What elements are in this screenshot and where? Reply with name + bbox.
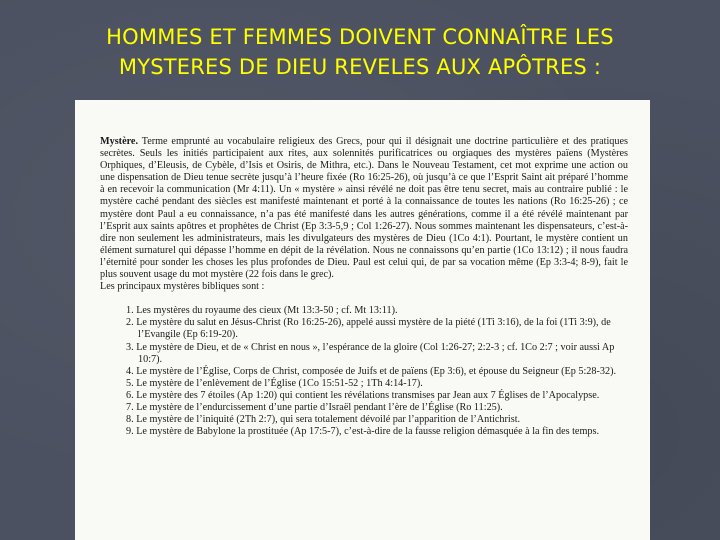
definition-paragraph — [100, 136, 628, 281]
slide-title-line-1: HOMMES ET FEMMES DOIVENT CONNAÎTRE LES — [106, 25, 614, 49]
document-text — [100, 136, 628, 438]
definition-body: Terme emprunté au vocabulaire religieux des Grecs, pour qui il désignait une doctrine particulière et des pratiques secrètes. Seuls les initiés participaient aux rites, aux solennités purificatrices ou orgiaques des mystères païens (Mystères Orphiques, d’Eleusis, de Cybèle, d’Isis et Osiris, de Mithra, etc.). Dans le Nouveau Testament, cet mot exprime une action ou une dispensation de Dieu tenue secrète jusqu’à l’heure fixée (Ro 16:25-26), où jusqu’à ce que l’Esprit Saint ait préparé l’homme à en recevoir la communication (Mr 4:11). Un « mystère » ainsi révélé ne doit pas être tenu secret, mais au contraire publié : le mystère caché pendant des siècles est manifesté maintenant et porté à la connaissance de toutes les nations (Ro 16:25-26) ; ce mystère dont Paul a eu connaissance, n’a pas été manifesté dans les autres générations, comme il a été révélé maintenant par l’Esprit aux saints apôtres et prophètes de Christ (Ep 3:3-5,9 ; Col 1:26-27). Nous sommes maintenant les dispensateurs, c’est-à-dire non seulement les administrateurs, mais les divulgateurs des mystères de Dieu (1Co 4:1). Pourtant, le mystère contient un élément surnaturel qui dépasse l’homme en dépit de la révélation. Nous ne connaissons qu’en partie (1Co 13:12) ; il nous faudra l’éternité pour sonder les choses les plus profondes de Dieu. Paul est celui qui, de par sa vocation même (Ep 3:3-4; 8-9), fait le plus souvent usage du mot mystère (22 fois dans le grec). — [100, 136, 628, 281]
definition-term: Mystère. — [100, 136, 138, 147]
list-item: 3. Le mystère de Dieu, et de « Christ en nous », l’espérance de la gloire (Col 1:26-27; 2:2-3 ; cf. 1Co 2:7 ; voir aussi Ap 10:7). — [126, 341, 615, 365]
list-item: 6. Le mystère des 7 étoiles (Ap 1:20) qui contient les révélations transmises par Jean aux 7 Églises de l’Apocalypse. — [126, 389, 600, 401]
list-item: 4. Le mystère de l’Église, Corps de Christ, composée de Juifs et de païens (Ep 3:6), et épouse du Seigneur (Ep 5:28-32). — [126, 365, 617, 377]
list-item: 5. Le mystère de l’enlèvement de l’Église (1Co 15:51-52 ; 1Th 4:14-17). — [126, 377, 423, 389]
slide-title-line-2: MYSTERES DE DIEU REVELES AUX APÔTRES : — [118, 55, 602, 79]
slide-title — [0, 22, 720, 82]
list-item: 2. Le mystère du salut en Jésus-Christ (Ro 16:25-26), appelé aussi mystère de la piété (1Ti 3:16), de la foi (1Ti 3:9), de l’Evangile (Ep 6:19-20). — [126, 317, 611, 341]
list-item: 1. Les mystères du royaume des cieux (Mt 13:3-50 ; cf. Mt 13:11). — [126, 305, 398, 317]
scanned-document — [75, 100, 650, 540]
mystery-list — [100, 305, 628, 438]
list-item: 7. Le mystère de l’endurcissement d’une partie d’Israël pendant l’ère de l’Église (Ro 11:25). — [126, 401, 503, 413]
list-intro: Les principaux mystères bibliques sont : — [100, 281, 265, 293]
list-item: 8. Le mystère de l’iniquité (2Th 2:7), qui sera totalement dévoilé par l’apparition de l’Antichrist. — [126, 414, 521, 426]
list-item: 9. Le mystère de Babylone la prostituée (Ap 17:5-7), c’est-à-dire de la fausse religion démasquée à la fin des temps. — [126, 426, 599, 438]
